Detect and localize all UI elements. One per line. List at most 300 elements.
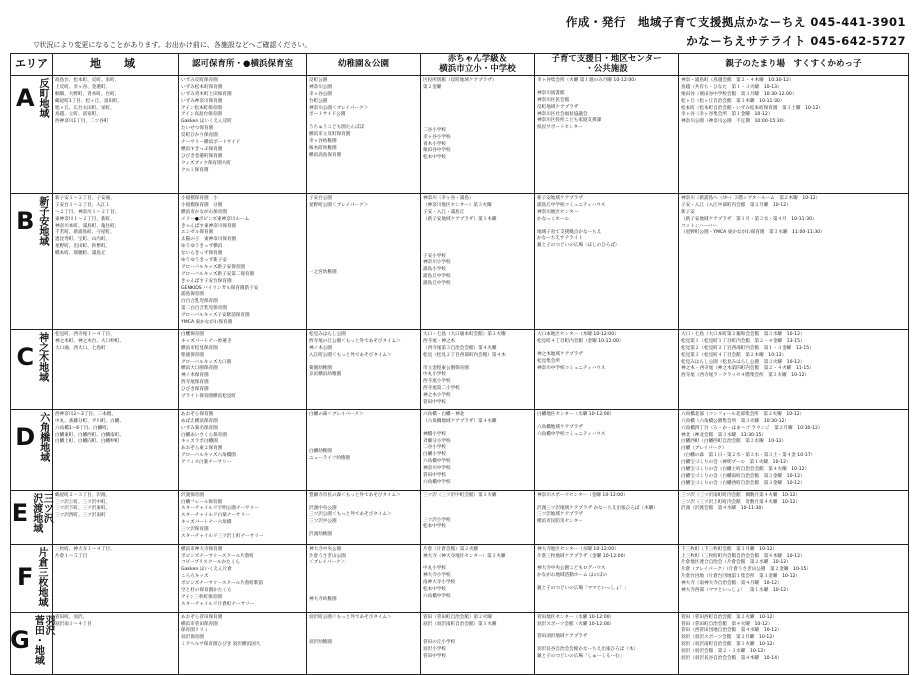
- nursery-entry: 白櫻保育園: [181, 332, 204, 337]
- oyako-cell: [679, 409, 909, 490]
- nursery-entry: グローバルキッズ新子安第二保育園: [181, 271, 255, 277]
- area-name-part: 反町地域: [37, 78, 49, 118]
- region-cell: [53, 76, 179, 194]
- area-label: [10, 614, 54, 665]
- area-letter: C: [16, 343, 35, 371]
- satellite-line: かなーちえサテライト 045-642-5727: [686, 34, 906, 48]
- oyako-entry: 新子安: [681, 209, 695, 215]
- nursery-entry: スターチャイルド白楽ナーサリー: [181, 513, 250, 519]
- oyako-entry: 羽沢（羽沢スポーツ会館 第２月曜 10-12）: [681, 635, 777, 641]
- oyako-cell: [679, 612, 909, 674]
- center-entry: 白幡地区センター（水曜 10-12:00）: [537, 411, 615, 417]
- kinder-entry: 神ノ木公園: [309, 345, 332, 351]
- area-label: [11, 492, 53, 533]
- oyako-cell: [679, 76, 909, 194]
- area-label-cell: [11, 194, 53, 330]
- kinder-entry: 沢渡幼稚園: [309, 532, 332, 538]
- oyako-entry: 松見みはらし公園（松見みはらし公園 第３火曜 10-12）: [681, 359, 805, 365]
- school-entry: 大口・七島（大口通本町会館）第２火曜: [423, 332, 506, 337]
- kinder-entry: 反町公園: [309, 78, 328, 83]
- school-entry: 西寺尾第二小学校: [423, 386, 460, 392]
- center-entry: 六角橋地域ケアプラザ: [537, 424, 583, 430]
- school-entry: （新子安地域ケアプラザ）第１木曜: [423, 216, 497, 222]
- school-entry: 神奈川小学校: [423, 260, 451, 266]
- center-entry: 松見町４丁目町内会館（金曜 10-12:00）: [537, 338, 624, 344]
- school-entry: 三ツ沢小学校: [423, 517, 451, 523]
- region-entry: 新子安１〜２丁目、子安通、: [55, 196, 115, 201]
- oyako-entry: 神大寺（南神大寺自治会館 第４月曜 10-12）: [681, 581, 782, 587]
- oyako-entry: 松本町（松本町自治会館・いずみ松本町保育園 第３土曜 10-12）: [681, 105, 823, 111]
- school-cell: [421, 612, 535, 674]
- nursery-entry: スターチャイルド宇明公園ナーサリー: [181, 506, 259, 512]
- area-letter: B: [16, 207, 35, 235]
- region-entry: 上反町、幸ヶ谷、金港町、: [55, 84, 111, 90]
- center-entry: 菅田羽沢地域ケアプラザ: [537, 634, 588, 640]
- nursery-entry: あおぞら東２保育園: [181, 446, 223, 452]
- school-entry: （神奈川地区センター）第３火曜: [423, 202, 492, 208]
- kinder-entry: ポートサイド公園: [309, 112, 346, 118]
- region-entry: 六角橋1〜6丁目、白幡町、: [55, 425, 112, 431]
- nursery-entry: あおぞら保育園: [181, 411, 214, 417]
- oyako-entry: （白幡の森 第１日・第２水・第３水・第３土・第４金 10-17）: [681, 453, 816, 459]
- nursery-entry: ゆうゆうきっず新子安: [181, 258, 227, 264]
- kinder-entry: 松見みはらし公園: [309, 332, 346, 337]
- center-cell: [535, 76, 679, 194]
- school-entry: 浦島丘中学校: [423, 274, 451, 280]
- center-cell: [535, 194, 679, 330]
- oyako-entry: 白幡（ブレイパーク）: [681, 446, 727, 452]
- kinder-entry: 白幡幼稚園: [309, 448, 332, 454]
- nursery-entry: きゃんばす子安台保育園: [181, 278, 232, 284]
- kinder-entry: 横浜高島保育園: [309, 152, 342, 158]
- school-entry: 六角橋中学校: [423, 459, 451, 465]
- nursery-entry: 横浜大口園保育園: [181, 366, 218, 372]
- kinder-entry: 三ツ沢公園＜もっと外であそびタイム＞: [309, 512, 392, 518]
- center-entry: 神奈川区民会館: [537, 97, 570, 103]
- area-table: [10, 53, 909, 675]
- center-entry: 神奈川図書館: [537, 90, 565, 96]
- region-entry: 千若町、新浦島町、守屋町、: [55, 230, 115, 236]
- oyako-entry: 白幡宝づくりの会（白幡西町自治会館 第３金曜 10-12）: [681, 480, 805, 486]
- col-header-oyako: 親子のたまり場 すくすくかめっ子: [679, 54, 909, 76]
- nursery-entry: 太陽の子 東神奈川保育園: [181, 237, 237, 243]
- area-label-cell: [11, 76, 53, 194]
- kinder-entry: 横浜市立反町保育園: [309, 132, 351, 138]
- kinder-cell: [307, 490, 421, 544]
- school-entry: 市立金程東公園保育園: [423, 365, 469, 371]
- region-entry: 鶴屋町1丁目、松ヶ丘、富田町、: [55, 98, 123, 104]
- kinder-entry: 神大寺幼稚園: [309, 597, 337, 603]
- nursery-entry: 神ノ木保育園: [181, 373, 209, 379]
- school-entry: 菅田中学校: [423, 473, 446, 479]
- oyako-cell: [679, 330, 909, 410]
- oyako-entry: 菅田（西菅田団地自治会館 第４水曜 10-12）: [681, 628, 782, 634]
- school-entry: 第２金曜: [423, 84, 442, 90]
- area-label: [13, 412, 50, 462]
- nursery-entry: アイン高島台保育園: [181, 112, 222, 118]
- kinder-entry: 片倉うさぎ山公園: [309, 553, 346, 559]
- kinder-entry: ＜ブレイパーク＞: [309, 560, 346, 566]
- nursery-entry: ウィズブック保育園大町: [181, 160, 231, 166]
- nursery-entry: コビープリスクールかたくら: [181, 560, 240, 566]
- school-entry: 二谷小学校: [423, 127, 446, 133]
- school-cell: [421, 76, 535, 194]
- area-label: [13, 78, 50, 118]
- nursery-entry: アイン三枚町保育園: [181, 594, 222, 600]
- school-entry: 浦島丘中学校: [423, 281, 451, 287]
- area-letter: E: [11, 498, 29, 527]
- area-name-part: 羽沢: [42, 614, 54, 635]
- nursery-entry: グローバルキッズ新子安保育園: [181, 264, 245, 270]
- nursery-entry: めばえ横浜保育園: [181, 418, 218, 424]
- area-label: [13, 196, 50, 246]
- area-name: [37, 412, 48, 462]
- area-name: [36, 196, 47, 246]
- kinder-entry: 三ツ沢中公園: [309, 519, 337, 525]
- region-entry: 神奈川本町、浦島町、亀住町、: [55, 223, 120, 229]
- nursery-entry: ないらきっず保育園: [181, 251, 223, 257]
- area-label: [13, 547, 50, 607]
- area-name-part: 沢渡地域: [30, 492, 42, 533]
- nursery-entry: いずみ反町保育園: [181, 78, 218, 83]
- kinder-cell: [307, 330, 421, 410]
- kinder-entry: 幸ヶ谷幼稚園: [309, 139, 337, 145]
- region-entry: 三ツ沢上町、三ツ沢中町、: [55, 499, 111, 505]
- publisher-line: 作成・発行 地域子育て支援拠点かなーちえ 045-441-3901: [565, 15, 906, 29]
- notice-text: ▽状況により変更になることがあります。お出かけ前に、各施設などへご確認ください。: [34, 41, 312, 49]
- oyako-entry: 六角橋四丁目（ろ・か・ほま～ゴ ラウンジ 第２月曜 10:30-12）: [681, 425, 823, 431]
- nursery-entry: 横浜すきっぷ保育園: [181, 146, 223, 152]
- school-entry: 栗田谷中学校: [423, 148, 451, 154]
- school-entry: 中丸小学校: [423, 566, 446, 572]
- school-entry: 菅田の丘小学校: [423, 640, 456, 646]
- col-header-school: 赤ちゃん学級＆ 横浜市立小・中学校: [421, 54, 535, 76]
- kinder-entry: 台町公園: [309, 98, 328, 104]
- region-cell: [53, 330, 179, 410]
- region-entry: 子安台１〜２丁目、入江１: [55, 202, 111, 208]
- region-cell: [53, 612, 179, 674]
- area-label-cell: [11, 330, 53, 410]
- school-entry: 中丸小学校: [423, 372, 446, 378]
- oyako-entry: 西寺尾（西寺尾ラ・クラッセ４階集会所 第３火曜 10-12）: [681, 373, 810, 379]
- center-cell: [535, 490, 679, 544]
- region-entry: 〜２丁目、神奈川１〜２丁目、: [55, 209, 120, 215]
- center-entry: 沢渡三ツ沢地域ケアプラザ かなーちえ出張ひろば（木曜）: [537, 505, 658, 511]
- nursery-entry: メリー●ポピンズ東神奈川ルーム: [181, 216, 250, 222]
- oyako-cell: [679, 544, 909, 612]
- area-letter: A: [15, 84, 35, 112]
- region-entry: 旭ヶ丘、広台太田町、栄町、: [55, 105, 115, 111]
- kinder-cell: [307, 544, 421, 612]
- nursery-entry: 保育園リリィ: [181, 628, 209, 634]
- school-entry: 片倉（片倉会館）第２火曜: [423, 546, 479, 552]
- kinder-entry: 羽沢町公園＜もっと外であそびタイム＞: [309, 614, 392, 620]
- kinder-entry: 幸ヶ谷公園: [309, 91, 332, 97]
- nursery-entry: きゃんばす東神奈川保育園: [181, 223, 237, 229]
- school-entry: 神奈川（幸ヶ谷・浦島）: [423, 196, 474, 201]
- school-entry: 西寺尾・神之木: [423, 338, 456, 344]
- center-entry: 親と子のつどいの広場〈ほしのひろば〉: [537, 243, 620, 249]
- area-name-part: 三ツ沢: [41, 492, 53, 523]
- region-entry: 高島台、松本町、反町、栄町、: [55, 78, 120, 83]
- center-entry: 大口本地区センター（木曜 10-12:00）: [537, 332, 619, 337]
- school-entry: 二谷小学校: [423, 445, 446, 451]
- nursery-entry: YMCA 東かながわ保育園: [181, 320, 233, 326]
- oyako-entry: 神之木・西寺尾（神之木第四町内会館 第２・４火曜 11-15）: [681, 366, 814, 372]
- area-letter: G: [10, 625, 30, 654]
- nursery-entry: たいせつ保育園: [181, 126, 214, 132]
- school-entry: 神大寺（神大寺地区センター）第３火曜: [423, 553, 506, 559]
- nursery-entry: スターチャイルド三ツ沢上町ナーサリー: [181, 534, 264, 540]
- kinder-cell: [307, 194, 421, 330]
- center-entry: 浦島丘中学校コミュニティハウス: [537, 202, 606, 208]
- oyako-entry: 松見第２（松見町２丁目西部町内会館 第１・３金曜 13-15）: [681, 345, 814, 351]
- center-entry: 片倉三枚地域ケアプラザ（金曜 10-12:00）: [537, 553, 629, 559]
- kinder-entry: 白幡の森＜ブレイパーク＞: [309, 411, 364, 417]
- nursery-entry: グローバルキッズ大口園: [181, 359, 232, 365]
- nursery-entry: グローバルキッズ六角橋園: [181, 453, 236, 459]
- center-entry: 反町地域ケアプラザ: [537, 104, 579, 110]
- center-entry: 神大寺地区センター（水曜 10-12:00）: [537, 546, 619, 552]
- kinder-entry: 神大寺中央公園: [309, 546, 342, 552]
- school-entry: 区役所別館（反町地域ケアプラザ）: [423, 78, 497, 83]
- kinder-cell: [307, 409, 421, 490]
- oyako-cell: [679, 194, 909, 330]
- school-entry: 子安・入江・浦島丘: [423, 209, 465, 215]
- center-entry: 横浜市民防災センター: [537, 519, 583, 525]
- nursery-entry: いずみ松本町保育園: [181, 84, 223, 90]
- center-entry: 羽沢スポーツ会館（火曜 10-12:00）: [537, 621, 615, 627]
- nursery-cell: [179, 612, 307, 674]
- nursery-entry: ミアヘルサ保育園ひびき 羽沢横浜国大: [181, 642, 261, 648]
- region-cell: [53, 194, 179, 330]
- oyako-entry: 菅田（菅田西町自治会館 第２火曜 10-12）: [681, 614, 778, 620]
- oyako-entry: 松ヶ丘（松ヶ丘自治会館 第３木曜 10-11:30）: [681, 98, 785, 104]
- region-entry: 大口通、西大口、七島町: [55, 345, 106, 351]
- nursery-entry: ナーサリー横浜ポートサイド: [181, 140, 241, 146]
- region-entry: 鶴屋町２〜３丁目、沢渡、: [55, 492, 111, 498]
- region-cell: [53, 544, 179, 612]
- center-entry: かなーちえサテライト: [537, 236, 583, 242]
- school-entry: （六角橋地域ケアプラザ）第４水曜: [423, 418, 497, 424]
- area-letter: D: [15, 422, 36, 451]
- area-label-cell: [11, 544, 53, 612]
- oyako-entry: 神北（神北会館 第３水曜 13:30-15）: [681, 432, 767, 438]
- kinder-entry: 神奈川公園: [309, 84, 332, 90]
- nursery-entry: 西寺尾保育園: [181, 380, 209, 386]
- school-entry: 幸ヶ谷小学校: [423, 134, 451, 140]
- oyako-entry: 子安・入江（入江中部町内会館 第２月曜 10-12）: [681, 202, 791, 208]
- nursery-entry: 反町ひかり保育園: [181, 133, 218, 139]
- oyako-entry: 菅田（菅田町自治会館 第４火曜 10-12）: [681, 621, 773, 627]
- school-entry: （西寺尾第３自治会会館）第４火曜: [423, 345, 497, 351]
- nursery-entry: ひびき保育園: [181, 387, 209, 393]
- area-name-part: 六角橋地域: [37, 411, 49, 462]
- oyako-entry: 神奈川公園（神奈川公園 不定期 10:00-15:30）: [681, 119, 788, 125]
- kinder-entry: 子安台公園: [309, 196, 332, 201]
- area-name: [30, 493, 51, 533]
- school-entry: 神之木小学校: [423, 393, 451, 399]
- kinder-entry: 神奈川公園＜ブレイパーク＞: [309, 105, 369, 111]
- school-entry: 白幡小学校: [423, 452, 446, 458]
- nursery-entry: Gakken ほいくえん反町: [181, 119, 232, 125]
- area-name-part: 新子安地域: [36, 196, 48, 246]
- region-cell: [53, 490, 179, 544]
- oyako-entry: 三ツ沢（三ツ沢上町町内会館 奇数月第４火曜 10-12）: [681, 499, 801, 505]
- nursery-cell: [179, 330, 307, 410]
- col-header-area: エリア: [11, 54, 53, 76]
- area-row-c: [11, 330, 909, 410]
- region-entry: 中丸、斎藤分町、平川町、白幡、: [55, 418, 124, 424]
- kinder-entry: 羽沢幼稚園: [309, 639, 332, 645]
- region-entry: 白幡上町、白幡向町、白幡仲町: [55, 439, 120, 445]
- region-entry: 三枚町、神大寺１〜４丁目、: [55, 546, 115, 552]
- region-entry: 三ツ沢下町、三ツ沢東町、: [55, 506, 111, 512]
- school-entry: 菅田中学校: [423, 400, 446, 406]
- school-entry: 羽沢（羽沢南町自治会館）第１火曜: [423, 621, 497, 627]
- nursery-cell: [179, 490, 307, 544]
- nursery-entry: キッズラボ白幡園: [181, 439, 218, 445]
- kinder-entry: 京浜横浜幼稚園: [309, 372, 342, 378]
- school-cell: [421, 409, 535, 490]
- oyako-entry: （星野町公園・YMCA 東かながわ保育園 第３水曜 11:00-11:30）: [681, 230, 825, 236]
- oyako-entry: 片倉台団地（片倉台団地第１集会所 第１金曜 10-12）: [681, 574, 801, 580]
- oyako-entry: 幸ヶ谷（幸ヶ谷集会所 第１金曜 10-12）: [681, 112, 773, 118]
- school-entry: 三ツ沢（三ツ沢中町会館）第３火曜: [423, 492, 497, 498]
- area-name-part: 菅田・地域: [32, 614, 44, 665]
- region-entry: 鳥越、立町、富家町、: [55, 112, 101, 118]
- school-entry: 神奈川中学校: [423, 466, 451, 472]
- region-entry: 三ツ沢西町、三ツ沢南町: [55, 513, 106, 519]
- school-entry: 西寺尾小学校: [423, 379, 451, 385]
- center-entry: 新子安地域ケアプラザ: [537, 196, 583, 201]
- center-entry: 六角橋中学校コミュニティハウス: [537, 431, 606, 437]
- region-entry: 松見町、西寺尾１〜４丁目、: [55, 332, 115, 337]
- nursery-entry: ころろキッズ: [181, 574, 209, 580]
- area-row-f: [11, 544, 909, 612]
- area-name: [32, 615, 53, 665]
- nursery-entry: プライト保育園横浜松見町: [181, 394, 236, 400]
- school-entry: 斉藤分小学校: [423, 438, 451, 444]
- oyako-entry: 三ツ沢（三ツ沢南町町内会館 偶数月第４火曜 10-12）: [681, 492, 801, 498]
- col-header-kinder: 幼稚園＆公園: [307, 54, 421, 76]
- school-entry: 浦島小学校: [423, 267, 446, 273]
- nursery-entry: グローバルキッズ子安駅前保育園: [181, 313, 250, 319]
- center-entry: かながわ地域活動ホーム ほのぼの: [537, 573, 608, 579]
- area-name: [35, 547, 46, 607]
- region-entry: 東神奈川１〜２丁目、新町、: [55, 216, 115, 222]
- school-entry: 神大寺小学校: [423, 573, 451, 579]
- kinder-entry: 一之宮幼稚園: [309, 269, 337, 275]
- header-row: [11, 54, 909, 76]
- center-entry: 神奈川中学校コミュニティハウス: [537, 365, 606, 371]
- area-letter: F: [17, 562, 34, 591]
- school-entry: 松見（松見２丁目西部町内会館）第４木: [423, 352, 506, 358]
- region-entry: 西神奈川2〜3丁目、二本榎、: [55, 411, 116, 417]
- nursery-entry: 横浜市かながわ保育園: [181, 209, 227, 215]
- oyako-entry: 神奈・浦島町（鳥越会館 第２・４木曜 10:30-12）: [681, 78, 794, 83]
- oyako-entry: 白幡宝づくりの会（白幡上町自治会会館 第４火曜 10-12）: [681, 467, 810, 473]
- kinder-entry: 豊顕寺市民の森＜もっと外であそびタイム＞: [309, 492, 401, 498]
- kinder-entry: 星野町公園＜ブレイパーク＞: [309, 202, 369, 208]
- nursery-entry: Gakken ほいくえん片倉: [181, 567, 232, 573]
- school-entry: 神橋小学校: [423, 431, 446, 437]
- area-row-b: [11, 194, 909, 330]
- area-row-a: [11, 76, 909, 194]
- center-entry: 神大寺中央公園こどもログハウス: [537, 566, 606, 572]
- nursery-cell: [179, 194, 307, 330]
- center-cell: [535, 330, 679, 410]
- nursery-entry: アフィス白楽ナーサリー: [181, 460, 232, 466]
- region-entry: 菅田町、羽沢、: [55, 614, 88, 620]
- oyako-entry: 鳥越（共有ち・ひなた 第１・３火曜 10-13）: [681, 84, 782, 90]
- nursery-entry: GENKIDS バイリンガル保育園新子安: [181, 285, 259, 291]
- oyako-entry: 六角橋北部（コンフォール北部集会所 第２火曜 10-12）: [681, 411, 805, 417]
- oyako-entry: 白幡宝づくりの会（白幡南町自治会館 第３金曜 10-12）: [681, 473, 805, 479]
- school-entry: 羽沢小学校: [423, 647, 446, 653]
- nursery-entry: ひびき金港町保育園: [181, 153, 223, 159]
- kinder-entry: 菊園幼稚園: [309, 365, 332, 371]
- nursery-entry: エンゼル保育園: [181, 230, 214, 236]
- oyako-entry: 白幡宝づくりの会（神明プール 第１火曜 10-12）: [681, 460, 791, 466]
- kinder-entry: うちゅうこども園たんぽぽ: [309, 125, 365, 131]
- school-entry: 菅田中学校: [423, 654, 446, 660]
- kinder-entry: ニューライフ幼稚園: [309, 455, 351, 461]
- nursery-cell: [179, 409, 307, 490]
- oyako-entry: 沢渡（沢渡会館 第４水曜 10-11:30）: [681, 506, 767, 512]
- nursery-entry: 白百合乳児保育園: [181, 299, 218, 305]
- region-entry: 恵比寿町、宝町、山内町、: [55, 237, 111, 243]
- center-entry: 神奈川地区センター: [537, 209, 579, 215]
- area-name: [36, 332, 47, 382]
- nursery-entry: あおぞら菅田保育園: [181, 614, 223, 620]
- kinder-cell: [307, 76, 421, 194]
- center-entry: 神之木地域ケアプラザ: [537, 351, 583, 357]
- region-entry: 橋本町、瑞穂町、浦島丘: [55, 251, 106, 257]
- oyako-entry: 下三枚町（下三枚町会館 第３月曜 10-12）: [681, 546, 778, 552]
- school-cell: [421, 194, 535, 330]
- nursery-entry: 横浜市松見保育園: [181, 345, 218, 351]
- school-entry: 青木小学校: [423, 141, 446, 147]
- nursery-entry: 横浜市菅田保育園: [181, 621, 218, 627]
- oyako-entry: 白幡西町（白幡西町自治会館 第３水曜 10-12）: [681, 439, 787, 445]
- nursery-entry: 浦島保育園: [181, 292, 204, 298]
- center-cell: [535, 612, 679, 674]
- nursery-entry: キッズパートナー六角橋: [181, 520, 232, 526]
- kinder-entry: 桜木町幼稚園: [309, 146, 337, 152]
- school-entry: 松本中学校: [423, 587, 446, 593]
- region-entry: 桐畑、大野町、青木町、台町、: [55, 91, 120, 97]
- center-entry: 神奈川区役所こども家庭支援課: [537, 118, 602, 124]
- area-label-cell: [11, 409, 53, 490]
- oyako-cell: [679, 490, 909, 544]
- kinder-entry: 沢渡中央公園: [309, 505, 337, 511]
- kinder-cell: [307, 612, 421, 674]
- oyako-entry: 羽沢（羽沢南町自治会館 第１火曜 10-12）: [681, 642, 778, 648]
- region-entry: 片倉１〜５丁目: [55, 553, 88, 559]
- nursery-entry: クルミ保育園: [181, 167, 209, 173]
- area-label-cell: [11, 490, 53, 544]
- center-entry: 羽沢長谷自治会会館かなーちえ出張ひろば（木）: [537, 647, 639, 653]
- area-name-part: 神之木地域: [36, 332, 48, 382]
- center-entry: 菅田地区センター（水曜 10-12:00）: [537, 614, 615, 620]
- nursery-entry: スターチャイルド片倉町ナーサリー: [181, 601, 255, 607]
- area-label-cell: [11, 612, 53, 674]
- center-entry: 三ツ沢地域ケアプラザ: [537, 512, 583, 518]
- region-cell: [53, 409, 179, 490]
- center-cell: [535, 409, 679, 490]
- school-entry: 六角橋中学校: [423, 594, 451, 600]
